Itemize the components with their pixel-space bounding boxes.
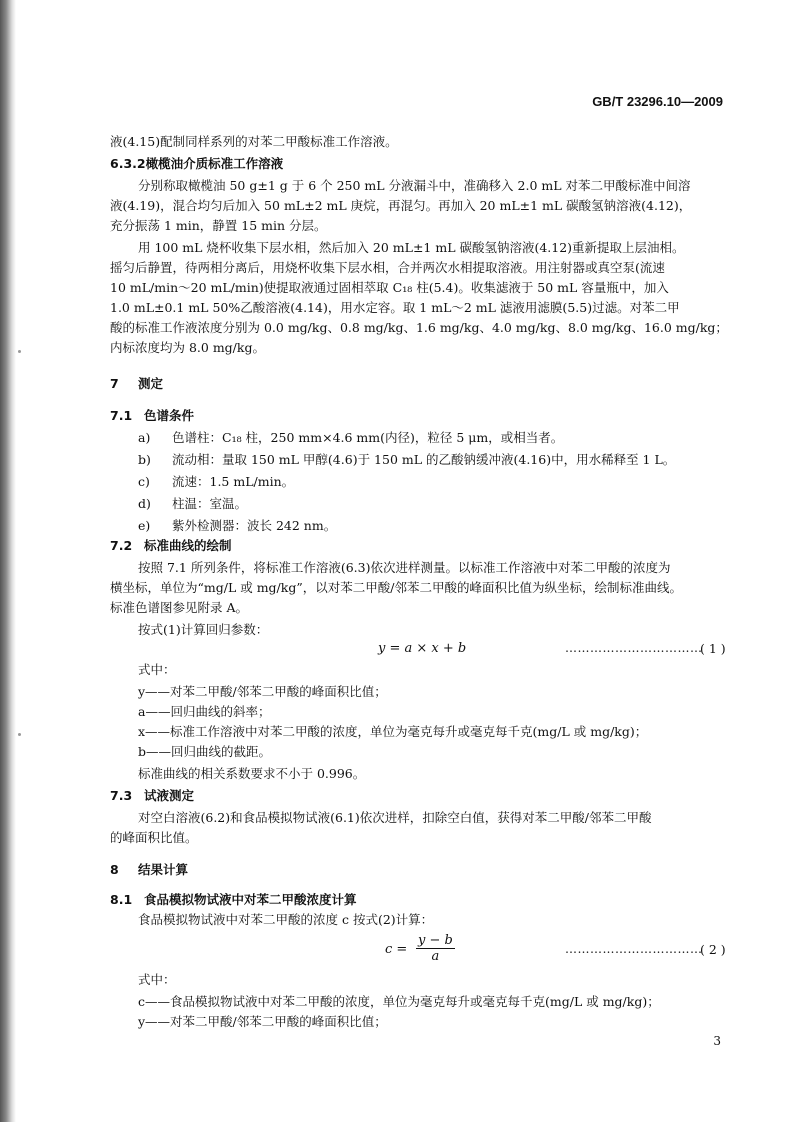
section-heading-7: 7 测定 <box>110 376 164 391</box>
list-item: a) 色谱柱：C₁₈ 柱，250 mm×4.6 mm(内径)，粒径 5 μm，或相当者。 <box>138 430 564 445</box>
standard-number: GB/T 23296.10—2009 <box>592 94 723 109</box>
section-heading-7-1: 7.1 色谱条件 <box>110 408 195 423</box>
text-line: 用 100 mL 烧杯收集下层水相，然后加入 20 mL±1 mL 碳酸氢钠溶液(4.12)重新提取上层油相。 <box>138 240 685 255</box>
list-item: e) 紫外检测器：波长 242 nm。 <box>138 518 337 533</box>
variable-definition: b——回归曲线的截距。 <box>138 744 272 759</box>
text-line: 的峰面积比值。 <box>110 830 198 845</box>
section-heading-7-2: 7.2 标准曲线的绘制 <box>110 538 232 553</box>
equation-number: ( 1 ) <box>700 641 726 656</box>
page-number: 3 <box>713 1034 721 1048</box>
where-label: 式中： <box>138 972 176 987</box>
text-line: 按照 7.1 所列条件，将标准工作溶液(6.3)依次进样测量。以标准工作溶液中对苯二甲酸的浓度为 <box>138 560 671 575</box>
text-line: 标准曲线的相关系数要求不小于 0.996。 <box>138 766 366 781</box>
text-line: 标准色谱图参见附录 A。 <box>110 600 249 615</box>
fraction-numerator: y − b <box>418 933 453 948</box>
equation-1: y = a × x + b <box>378 641 467 656</box>
equation-number: ( 2 ) <box>700 942 726 957</box>
text-line: 1.0 mL±0.1 mL 50%乙酸溶液(4.14)，用水定容。取 1 mL～2 mL 滤液用滤膜(5.5)过滤。对苯二甲 <box>110 300 680 315</box>
text-line: 酸的标准工作液浓度分别为 0.0 mg/kg、0.8 mg/kg、1.6 mg/kg、4.0 mg/kg、8.0 mg/kg、16.0 mg/kg； <box>110 320 728 335</box>
list-item: c) 流速：1.5 mL/min。 <box>138 474 295 489</box>
text-line: 液(4.19)，混合均匀后加入 50 mL±2 mL 庚烷，再混匀。再加入 20 mL±1 mL 碳酸氢钠溶液(4.12)， <box>110 198 692 213</box>
where-label: 式中： <box>138 662 176 677</box>
text-line: 内标浓度均为 8.0 mg/kg。 <box>110 340 265 355</box>
text-line: 液(4.15)配制同样系列的对苯二甲酸标准工作溶液。 <box>110 134 398 149</box>
scan-dot <box>18 733 21 736</box>
list-item: d) 柱温：室温。 <box>138 496 248 511</box>
variable-definition: a——回归曲线的斜率； <box>138 704 271 719</box>
equation-leader-dots: …………………………… <box>565 942 703 956</box>
equation-2-fraction <box>416 933 455 964</box>
variable-definition: x——标准工作溶液中对苯二甲酸的浓度，单位为毫克每升或毫克每千克(mg/L 或 mg/kg)； <box>138 724 648 739</box>
text-line: 食品模拟物试液中对苯二甲酸的浓度 c 按式(2)计算： <box>138 912 434 927</box>
equation-2-lhs: c = <box>385 942 408 957</box>
text-line: 对空白溶液(6.2)和食品模拟物试液(6.1)依次进样，扣除空白值，获得对苯二甲酸/邻苯二甲酸 <box>138 810 652 825</box>
text-line: 10 mL/min～20 mL/min)使提取液通过固相萃取 C₁₈ 柱(5.4)。收集滤液于 50 mL 容量瓶中，加入 <box>110 280 669 295</box>
text-line: 分别称取橄榄油 50 g±1 g 于 6 个 250 mL 分液漏斗中，准确移入 2.0 mL 对苯二甲酸标准中间溶 <box>138 178 691 193</box>
section-heading-8-1: 8.1 食品模拟物试液中对苯二甲酸浓度计算 <box>110 892 357 907</box>
scan-dot <box>18 350 21 353</box>
equation-leader-dots: …………………………… <box>565 641 703 655</box>
text-line: 按式(1)计算回归参数： <box>138 622 269 637</box>
list-item: b) 流动相：量取 150 mL 甲醇(4.6)于 150 mL 的乙酸钠缓冲液(4.16)中，用水稀释至 1 L。 <box>138 452 676 467</box>
scan-binding-edge <box>0 0 16 1122</box>
section-heading-8: 8 结果计算 <box>110 862 189 877</box>
section-heading-6-3-2: 6.3.2橄榄油介质标准工作溶液 <box>110 156 284 171</box>
fraction-denominator: a <box>431 949 440 964</box>
text-line: 摇匀后静置，待两相分离后，用烧杯收集下层水相，合并两次水相提取溶液。用注射器或真空泵(流速 <box>110 260 665 275</box>
text-line: 充分振荡 1 min，静置 15 min 分层。 <box>110 218 327 233</box>
variable-definition: c——食品模拟物试液中对苯二甲酸的浓度，单位为毫克每升或毫克每千克(mg/L 或 mg/kg)； <box>138 994 660 1009</box>
variable-definition: y——对苯二甲酸/邻苯二甲酸的峰面积比值； <box>138 684 387 699</box>
section-heading-7-3: 7.3 试液测定 <box>110 788 195 803</box>
variable-definition: y——对苯二甲酸/邻苯二甲酸的峰面积比值； <box>138 1014 387 1029</box>
text-line: 横坐标，单位为“mg/L 或 mg/kg”，以对苯二甲酸/邻苯二甲酸的峰面积比值为纵坐标，绘制标准曲线。 <box>110 580 682 595</box>
